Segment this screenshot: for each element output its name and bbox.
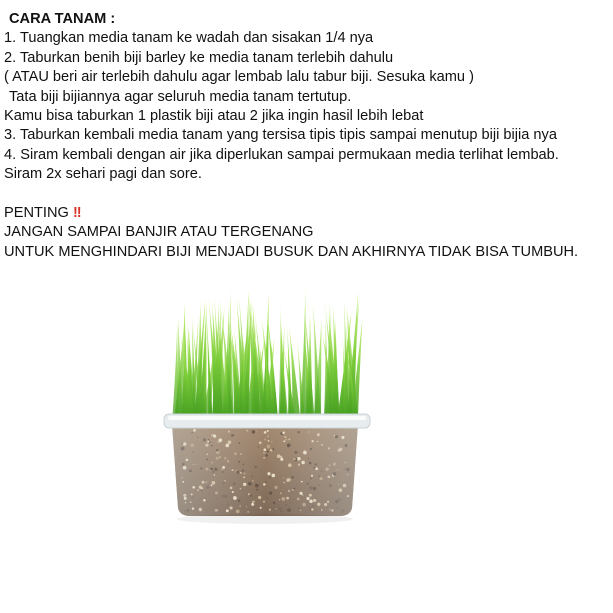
instruction-line-8: Siram 2x sehari pagi dan sore. <box>4 166 202 183</box>
warning-line-2: UNTUK MENGHINDARI BIJI MENJADI BUSUK DAN AKHIRNYA TIDAK BISA TUMBUH. <box>4 243 579 260</box>
container-rim-highlight <box>168 416 366 420</box>
container-body <box>172 424 358 516</box>
instruction-line-2: 2. Taburkan benih biji barley ke media tanam terlebih dahulu <box>4 49 394 66</box>
warning-line-1: JANGAN SAMPAI BANJIR ATAU TERGENANG <box>4 224 314 241</box>
instruction-line-4: Tata biji bijiannya agar seluruh media tanam tertutup. <box>9 88 352 105</box>
wheatgrass-pot-graphic <box>150 290 390 530</box>
planting-instructions <box>4 10 612 262</box>
instruction-line-7: 4. Siram kembali dengan air jika diperlukan sampai permukaan media terlihat lembab. <box>4 146 559 163</box>
instruction-line-6: 3. Taburkan kembali media tanam yang tersisa tipis tipis sampai menutup biji bijia nya <box>4 127 557 144</box>
warning-heading-row <box>4 204 612 223</box>
instruction-line-1: 1. Tuangkan media tanam ke wadah dan sisakan 1/4 nya <box>4 30 374 47</box>
instruction-line-3: ( ATAU beri air terlebih dahulu agar lembab lalu tabur biji. Sesuka kamu ) <box>4 69 474 86</box>
double-exclamation-icon: !! <box>72 204 81 221</box>
container-shadow <box>177 514 353 524</box>
wheatgrass-pot-icon <box>150 290 390 530</box>
instruction-line-5: Kamu bisa taburkan 1 plastik biji atau 2 jika ingin hasil lebih lebat <box>4 107 424 124</box>
grass-blades <box>172 290 362 422</box>
instructions-title: CARA TANAM : <box>9 11 116 27</box>
section-spacer <box>4 185 612 204</box>
warning-heading: PENTING <box>4 204 69 221</box>
